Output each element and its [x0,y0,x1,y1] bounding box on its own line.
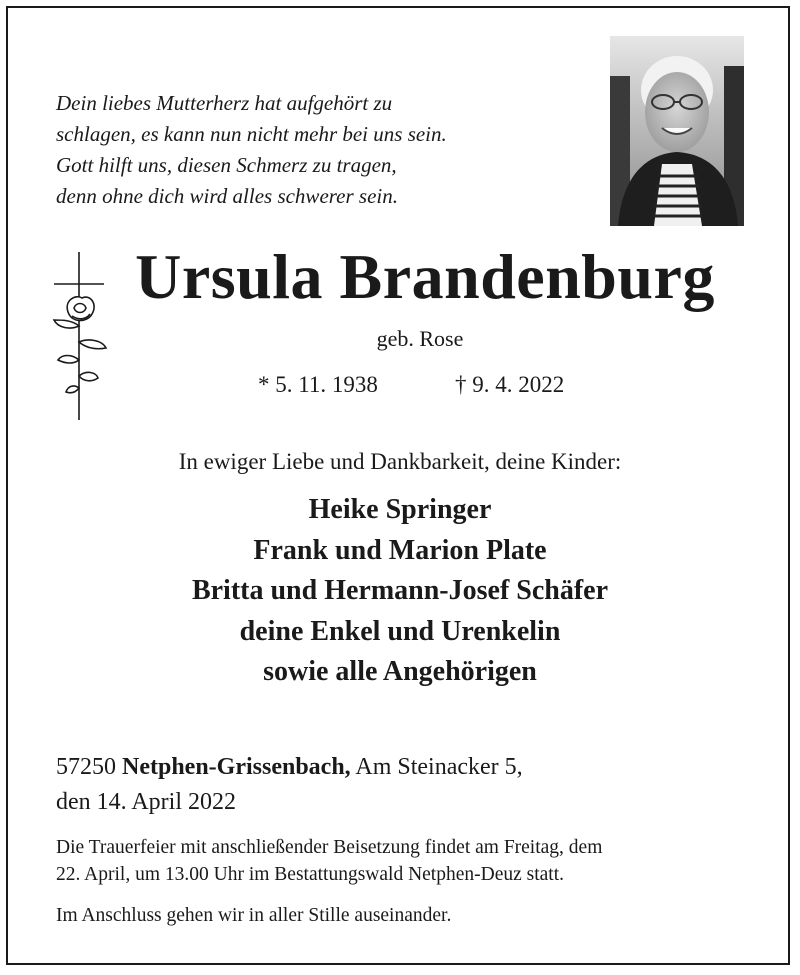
closing-note: Im Anschluss gehen wir in aller Stille auseinander. [56,905,452,926]
poem-line: schlagen, es kann nun nicht mehr bei uns sein. [56,122,447,146]
birth-date: * 5. 11. 1938 [258,372,378,397]
poem-line: Dein liebes Mutterherz hat aufgehört zu [56,91,393,115]
mourner-names [0,490,800,693]
mourner-name: deine Enkel und Urenkelin [239,615,561,647]
deceased-name: Ursula Brandenburg [135,241,715,312]
mourner-name: sowie alle Angehörigen [263,656,537,687]
birth-name: geb. Rose [376,326,464,351]
address-line [56,750,523,785]
address-block [56,750,523,820]
ceremony-line: 22. April, um 13.00 Uhr im Bestattungswald Netphen-Deuz statt. [56,864,565,885]
death-date: † 9. 4. 2022 [455,372,565,397]
ceremony-info [56,834,756,888]
poem-line: Gott hilft uns, diesen Schmerz zu tragen, [56,153,397,177]
mourner-name: Frank und Marion Plate [253,534,547,566]
town: Netphen-Grissenbach, [122,754,351,780]
postal-code: 57250 [56,754,116,780]
poem-line: denn ohne dich wird alles schwerer sein. [56,184,398,208]
mourner-name: Britta und Hermann-Josef Schäfer [191,575,609,606]
mourners-intro: In ewiger Liebe und Dankbarkeit, deine Kinder: [178,449,622,474]
mourner-name: Heike Springer [308,494,492,525]
date-line: den 14. April 2022 [56,789,236,815]
memorial-poem [56,88,596,212]
street: Am Steinacker 5, [355,754,523,780]
ceremony-line: Die Trauerfeier mit anschließender Beisetzung findet am Freitag, dem [56,837,603,858]
portrait-photo [610,36,744,226]
